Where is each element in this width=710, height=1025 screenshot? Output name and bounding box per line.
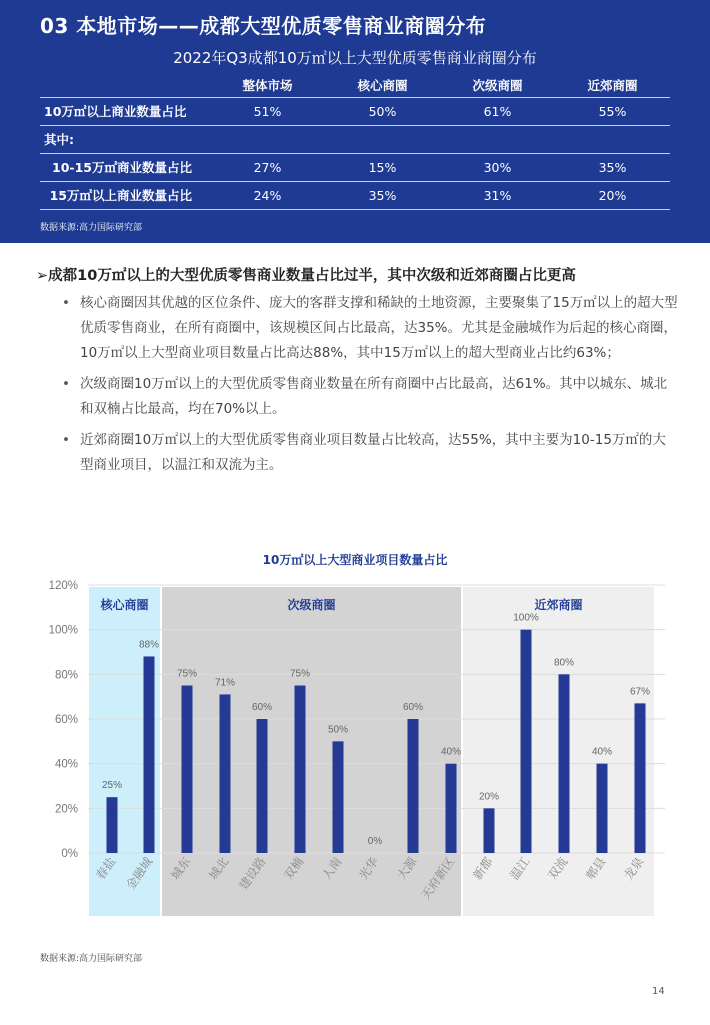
x-tick-label: 建设路 xyxy=(236,854,269,893)
group-label: 近郊商圈 xyxy=(534,598,583,612)
data-label: 75% xyxy=(289,668,311,680)
data-label: 80% xyxy=(553,657,575,669)
table-header-blank xyxy=(40,73,210,97)
y-tick-label: 40% xyxy=(54,758,78,771)
y-tick-label: 100% xyxy=(48,624,78,637)
table-cell: 35% xyxy=(325,181,440,209)
data-label: 88% xyxy=(138,639,160,651)
row-label-among: 其中: xyxy=(40,125,210,153)
data-label: 67% xyxy=(629,686,651,698)
x-tick-label: 新都 xyxy=(470,854,496,883)
col-header-overall: 整体市场 xyxy=(242,77,293,93)
data-label: 40% xyxy=(591,746,613,758)
data-label: 60% xyxy=(251,702,273,713)
x-tick-label: 温江 xyxy=(507,854,533,883)
x-tick-label: 双流 xyxy=(545,854,571,883)
x-tick-label: 城北 xyxy=(206,854,232,883)
bar xyxy=(220,694,231,853)
table-cell: 31% xyxy=(440,181,555,209)
table-row xyxy=(40,125,670,153)
data-label: 71% xyxy=(214,677,236,689)
bar xyxy=(144,656,155,853)
bar xyxy=(333,741,344,853)
bar xyxy=(597,764,608,853)
bullet-core-district: • 核心商圈因其优越的区位条件、庞大的客群支撑和稀缺的土地资源，主要聚集了15万㎡以上的超大型优质零售商业，在所有商圈中，该规模区间占比最高，达35%。尤其是金融城作为后起的核心商圈，10万㎡以上大型商业项目数量占比高达88%，其中15万㎡以上的超大型商业占比约63%； xyxy=(60,291,678,366)
group-label: 核心商圈 xyxy=(100,598,149,612)
bar xyxy=(521,630,532,853)
table-cell: 35% xyxy=(555,153,670,181)
chart-title: 10万㎡以上大型商业项目数量占比 xyxy=(262,553,448,567)
row-label: 10-15万㎡商业数量占比 xyxy=(40,153,210,181)
bar xyxy=(295,686,306,854)
group-label: 次级商圈 xyxy=(287,598,336,612)
header-banner xyxy=(0,0,710,243)
x-tick-label: 春盐 xyxy=(93,854,119,883)
x-tick-label: 双楠 xyxy=(281,854,307,883)
col-header-core: 核心商圈 xyxy=(357,77,408,93)
col-header-suburban: 近郊商圈 xyxy=(587,77,638,93)
x-tick-label: 郫县 xyxy=(583,854,609,883)
x-tick-label: 光华 xyxy=(356,854,382,883)
y-tick-label: 20% xyxy=(54,803,78,816)
bar xyxy=(446,764,457,853)
table-cell: 15% xyxy=(325,153,440,181)
chart-source-note: 数据来源:高力国际研究部 xyxy=(40,954,143,964)
table-cell: 24% xyxy=(210,181,325,209)
bar xyxy=(257,719,268,853)
table-cell: 20% xyxy=(555,181,670,209)
bar-chart xyxy=(0,570,710,920)
data-label: 40% xyxy=(440,746,462,758)
table-cell: 61% xyxy=(440,97,555,125)
table-cell: 50% xyxy=(325,97,440,125)
bar xyxy=(559,674,570,853)
y-tick-label: 120% xyxy=(48,580,78,592)
data-label: 0% xyxy=(367,836,383,847)
bar xyxy=(107,797,118,853)
bar xyxy=(408,719,419,853)
data-label: 20% xyxy=(478,791,500,803)
x-tick-label: 龙泉 xyxy=(621,854,647,883)
x-tick-label: 天府新区 xyxy=(418,854,458,903)
y-tick-label: 80% xyxy=(54,669,78,682)
table-row xyxy=(40,181,670,209)
x-tick-label: 城东 xyxy=(168,854,194,883)
data-label: 50% xyxy=(327,724,349,736)
market-distribution-table xyxy=(40,73,670,210)
data-label: 100% xyxy=(513,612,539,624)
section-heading: ➢成都10万㎡以上的大型优质零售商业数量占比过半，其中次级和近郊商圈占比更高 xyxy=(36,268,576,284)
y-tick-label: 0% xyxy=(61,848,78,860)
bullet-secondary-district: • 次级商圈10万㎡以上的大型优质零售商业数量在所有商圈中占比最高，达61%。其中以城东、城北和双楠占比最高，均在70%以上。 xyxy=(60,372,678,422)
table-cell: 27% xyxy=(210,153,325,181)
x-tick-label: 金融城 xyxy=(123,854,156,893)
bullet-list xyxy=(60,291,678,484)
table-cell: 51% xyxy=(210,97,325,125)
bar xyxy=(484,808,495,853)
page-title: 03 本地市场——成都大型优质零售商业商圈分布 xyxy=(40,14,487,38)
table-row xyxy=(40,153,670,181)
data-label: 25% xyxy=(101,780,123,792)
row-label: 10万㎡以上商业数量占比 xyxy=(40,97,210,125)
table-cell: 30% xyxy=(440,153,555,181)
y-tick-label: 60% xyxy=(54,714,78,726)
bullet-suburban-district: • 近郊商圈10万㎡以上的大型优质零售商业项目数量占比较高，达55%，其中主要为10-15万㎡的大型商业项目，以温江和双流为主。 xyxy=(60,428,678,478)
col-header-secondary: 次级商圈 xyxy=(472,77,523,93)
bar xyxy=(182,686,193,854)
table-source-note: 数据来源:高力国际研究部 xyxy=(40,223,143,233)
data-label: 75% xyxy=(176,668,198,680)
x-tick-label: 人南 xyxy=(319,854,345,883)
page-number: 14 xyxy=(652,986,665,997)
table-title: 2022年Q3成都10万㎡以上大型优质零售商业商圈分布 xyxy=(173,49,537,67)
table-header-row xyxy=(40,73,670,97)
table-cell: 55% xyxy=(555,97,670,125)
bar xyxy=(635,703,646,853)
row-label: 15万㎡以上商业数量占比 xyxy=(40,181,210,209)
data-label: 60% xyxy=(402,702,424,713)
table-row xyxy=(40,97,670,125)
x-tick-label: 大源 xyxy=(394,854,420,883)
